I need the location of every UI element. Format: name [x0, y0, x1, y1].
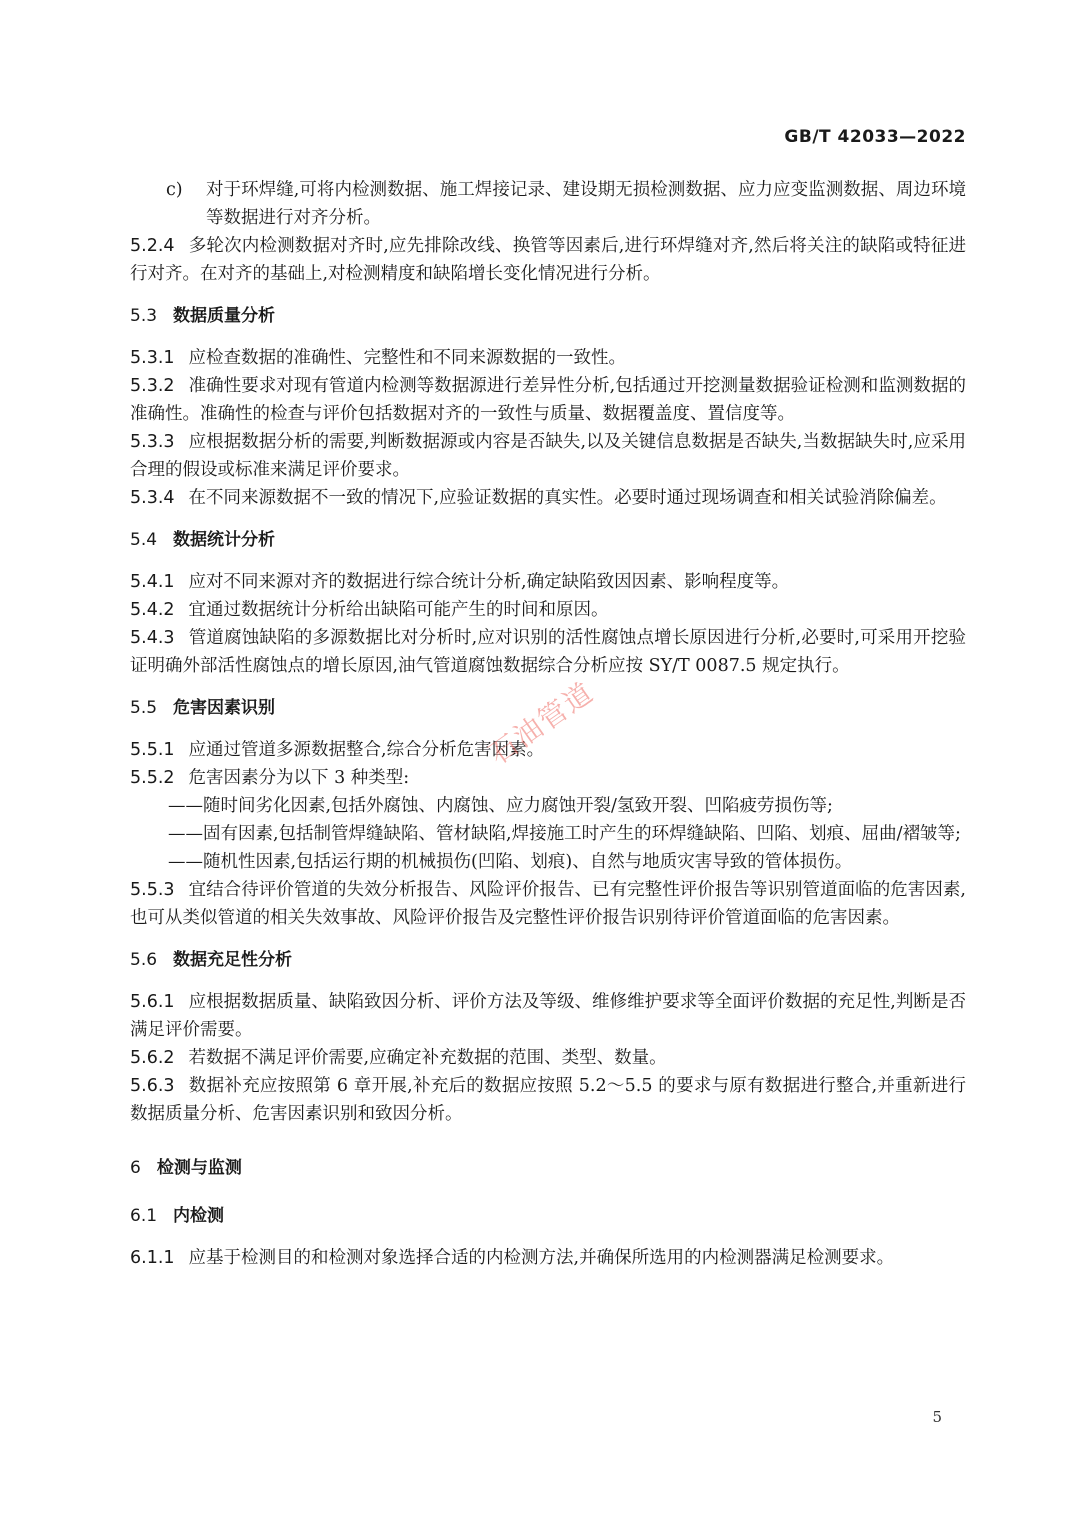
chapter-heading	[130, 1154, 966, 1182]
clause-text: 宜结合待评价管道的失效分析报告、风险评价报告、已有完整性评价报告等识别管道面临的危害因素,也可从类似管道的相关失效事故、风险评价报告及完整性评价报告识别待评价管道面临的危害因素。	[130, 880, 966, 928]
page-number: 5	[932, 1408, 942, 1426]
clause-number: 5.5.2	[130, 768, 175, 788]
clause-paragraph	[130, 1244, 966, 1272]
clause-text: 在不同来源数据不一致的情况下,应验证数据的真实性。必要时通过现场调查和相关试验消除偏差。	[188, 488, 947, 508]
clause-paragraph	[130, 1044, 966, 1072]
list-item-label: c)	[166, 180, 183, 200]
standard-code: GB/T 42033—2022	[784, 127, 966, 147]
clause-paragraph	[130, 372, 966, 428]
clause-text: 管道腐蚀缺陷的多源数据比对分析时,应对识别的活性腐蚀点增长原因进行分析,必要时,可采用开挖验证明确外部活性腐蚀点的增长原因,油气管道腐蚀数据综合分析应按 SY/T 0087.5 规定执行。	[130, 628, 966, 676]
clause-number: 5.2.4	[130, 236, 175, 256]
clause-number: 5.5.3	[130, 880, 175, 900]
clause-text: 应根据数据质量、缺陷致因分析、评价方法及等级、维修维护要求等全面评价数据的充足性,判断是否满足评价需要。	[130, 992, 966, 1040]
dash-list-item: ——固有因素,包括制管焊缝缺陷、管材缺陷,焊接施工时产生的环焊缝缺陷、凹陷、划痕、屈曲/褶皱等;	[168, 824, 961, 844]
clause-text: 应对不同来源对齐的数据进行综合统计分析,确定缺陷致因因素、影响程度等。	[188, 572, 790, 592]
heading-text: 危害因素识别	[173, 698, 276, 718]
clause-number: 5.3.3	[130, 432, 175, 452]
clause-text: 数据补充应按照第 6 章开展,补充后的数据应按照 5.2～5.5 的要求与原有数据进行整合,并重新进行数据质量分析、危害因素识别和致因分析。	[130, 1076, 966, 1124]
clause-paragraph	[130, 484, 966, 512]
clause-number: 5.3.4	[130, 488, 175, 508]
section-heading	[130, 946, 966, 974]
clause-text: 危害因素分为以下 3 种类型:	[188, 768, 410, 788]
clause-number: 5.6.3	[130, 1076, 175, 1096]
clause-paragraph	[130, 428, 966, 484]
clause-text: 应通过管道多源数据整合,综合分析危害因素。	[188, 740, 545, 760]
section-heading	[130, 302, 966, 330]
clause-paragraph	[130, 568, 966, 596]
clause-paragraph	[130, 344, 966, 372]
dash-list-item: ——随机性因素,包括运行期的机械损伤(凹陷、划痕)、自然与地质灾害导致的管体损伤。	[168, 852, 853, 872]
heading-text: 数据充足性分析	[173, 950, 293, 970]
clause-text: 应根据数据分析的需要,判断数据源或内容是否缺失,以及关键信息数据是否缺失,当数据缺失时,应采用合理的假设或标准来满足评价要求。	[130, 432, 966, 480]
heading-number: 6	[130, 1158, 141, 1178]
clause-number: 5.4.2	[130, 600, 175, 620]
clause-paragraph	[130, 232, 966, 288]
clause-number: 5.6.2	[130, 1048, 175, 1068]
heading-text: 数据质量分析	[173, 306, 276, 326]
clause-number: 5.3.2	[130, 376, 175, 396]
heading-text: 检测与监测	[156, 1158, 242, 1178]
clause-text: 应基于检测目的和检测对象选择合适的内检测方法,并确保所选用的内检测器满足检测要求。	[188, 1248, 895, 1268]
clause-text: 多轮次内检测数据对齐时,应先排除改线、换管等因素后,进行环焊缝对齐,然后将关注的缺陷或特征进行对齐。在对齐的基础上,对检测精度和缺陷增长变化情况进行分析。	[130, 236, 966, 284]
dash-list-item: ——随时间劣化因素,包括外腐蚀、内腐蚀、应力腐蚀开裂/氢致开裂、凹陷疲劳损伤等;	[168, 796, 833, 816]
clause-text: 若数据不满足评价需要,应确定补充数据的范围、类型、数量。	[188, 1048, 667, 1068]
watermark: 石油管道	[482, 675, 601, 772]
heading-number: 5.3	[130, 306, 158, 326]
heading-number: 5.5	[130, 698, 158, 718]
heading-text: 数据统计分析	[173, 530, 276, 550]
clause-paragraph	[130, 876, 966, 932]
clause-paragraph	[130, 988, 966, 1044]
section-heading	[130, 526, 966, 554]
clause-number: 5.5.1	[130, 740, 175, 760]
clause-text: 准确性要求对现有管道内检测等数据源进行差异性分析,包括通过开挖测量数据验证检测和监测数据的准确性。准确性的检查与评价包括数据对齐的一致性与质量、数据覆盖度、置信度等。	[130, 376, 966, 424]
clause-paragraph	[130, 1072, 966, 1128]
clause-number: 5.3.1	[130, 348, 175, 368]
clause-number: 6.1.1	[130, 1248, 175, 1268]
section-heading	[130, 1202, 966, 1230]
clause-text: 应检查数据的准确性、完整性和不同来源数据的一致性。	[188, 348, 627, 368]
clause-number: 5.4.1	[130, 572, 175, 592]
heading-number: 6.1	[130, 1206, 158, 1226]
clause-paragraph	[130, 624, 966, 680]
clause-paragraph	[130, 764, 966, 792]
clause-paragraph	[130, 596, 966, 624]
heading-text: 内检测	[173, 1206, 225, 1226]
list-item-text: 对于环焊缝,可将内检测数据、施工焊接记录、建设期无损检测数据、应力应变监测数据、周边环境等数据进行对齐分析。	[206, 180, 966, 228]
clause-number: 5.6.1	[130, 992, 175, 1012]
clause-number: 5.4.3	[130, 628, 175, 648]
heading-number: 5.6	[130, 950, 158, 970]
clause-text: 宜通过数据统计分析给出缺陷可能产生的时间和原因。	[188, 600, 609, 620]
list-item	[130, 176, 966, 232]
heading-number: 5.4	[130, 530, 158, 550]
